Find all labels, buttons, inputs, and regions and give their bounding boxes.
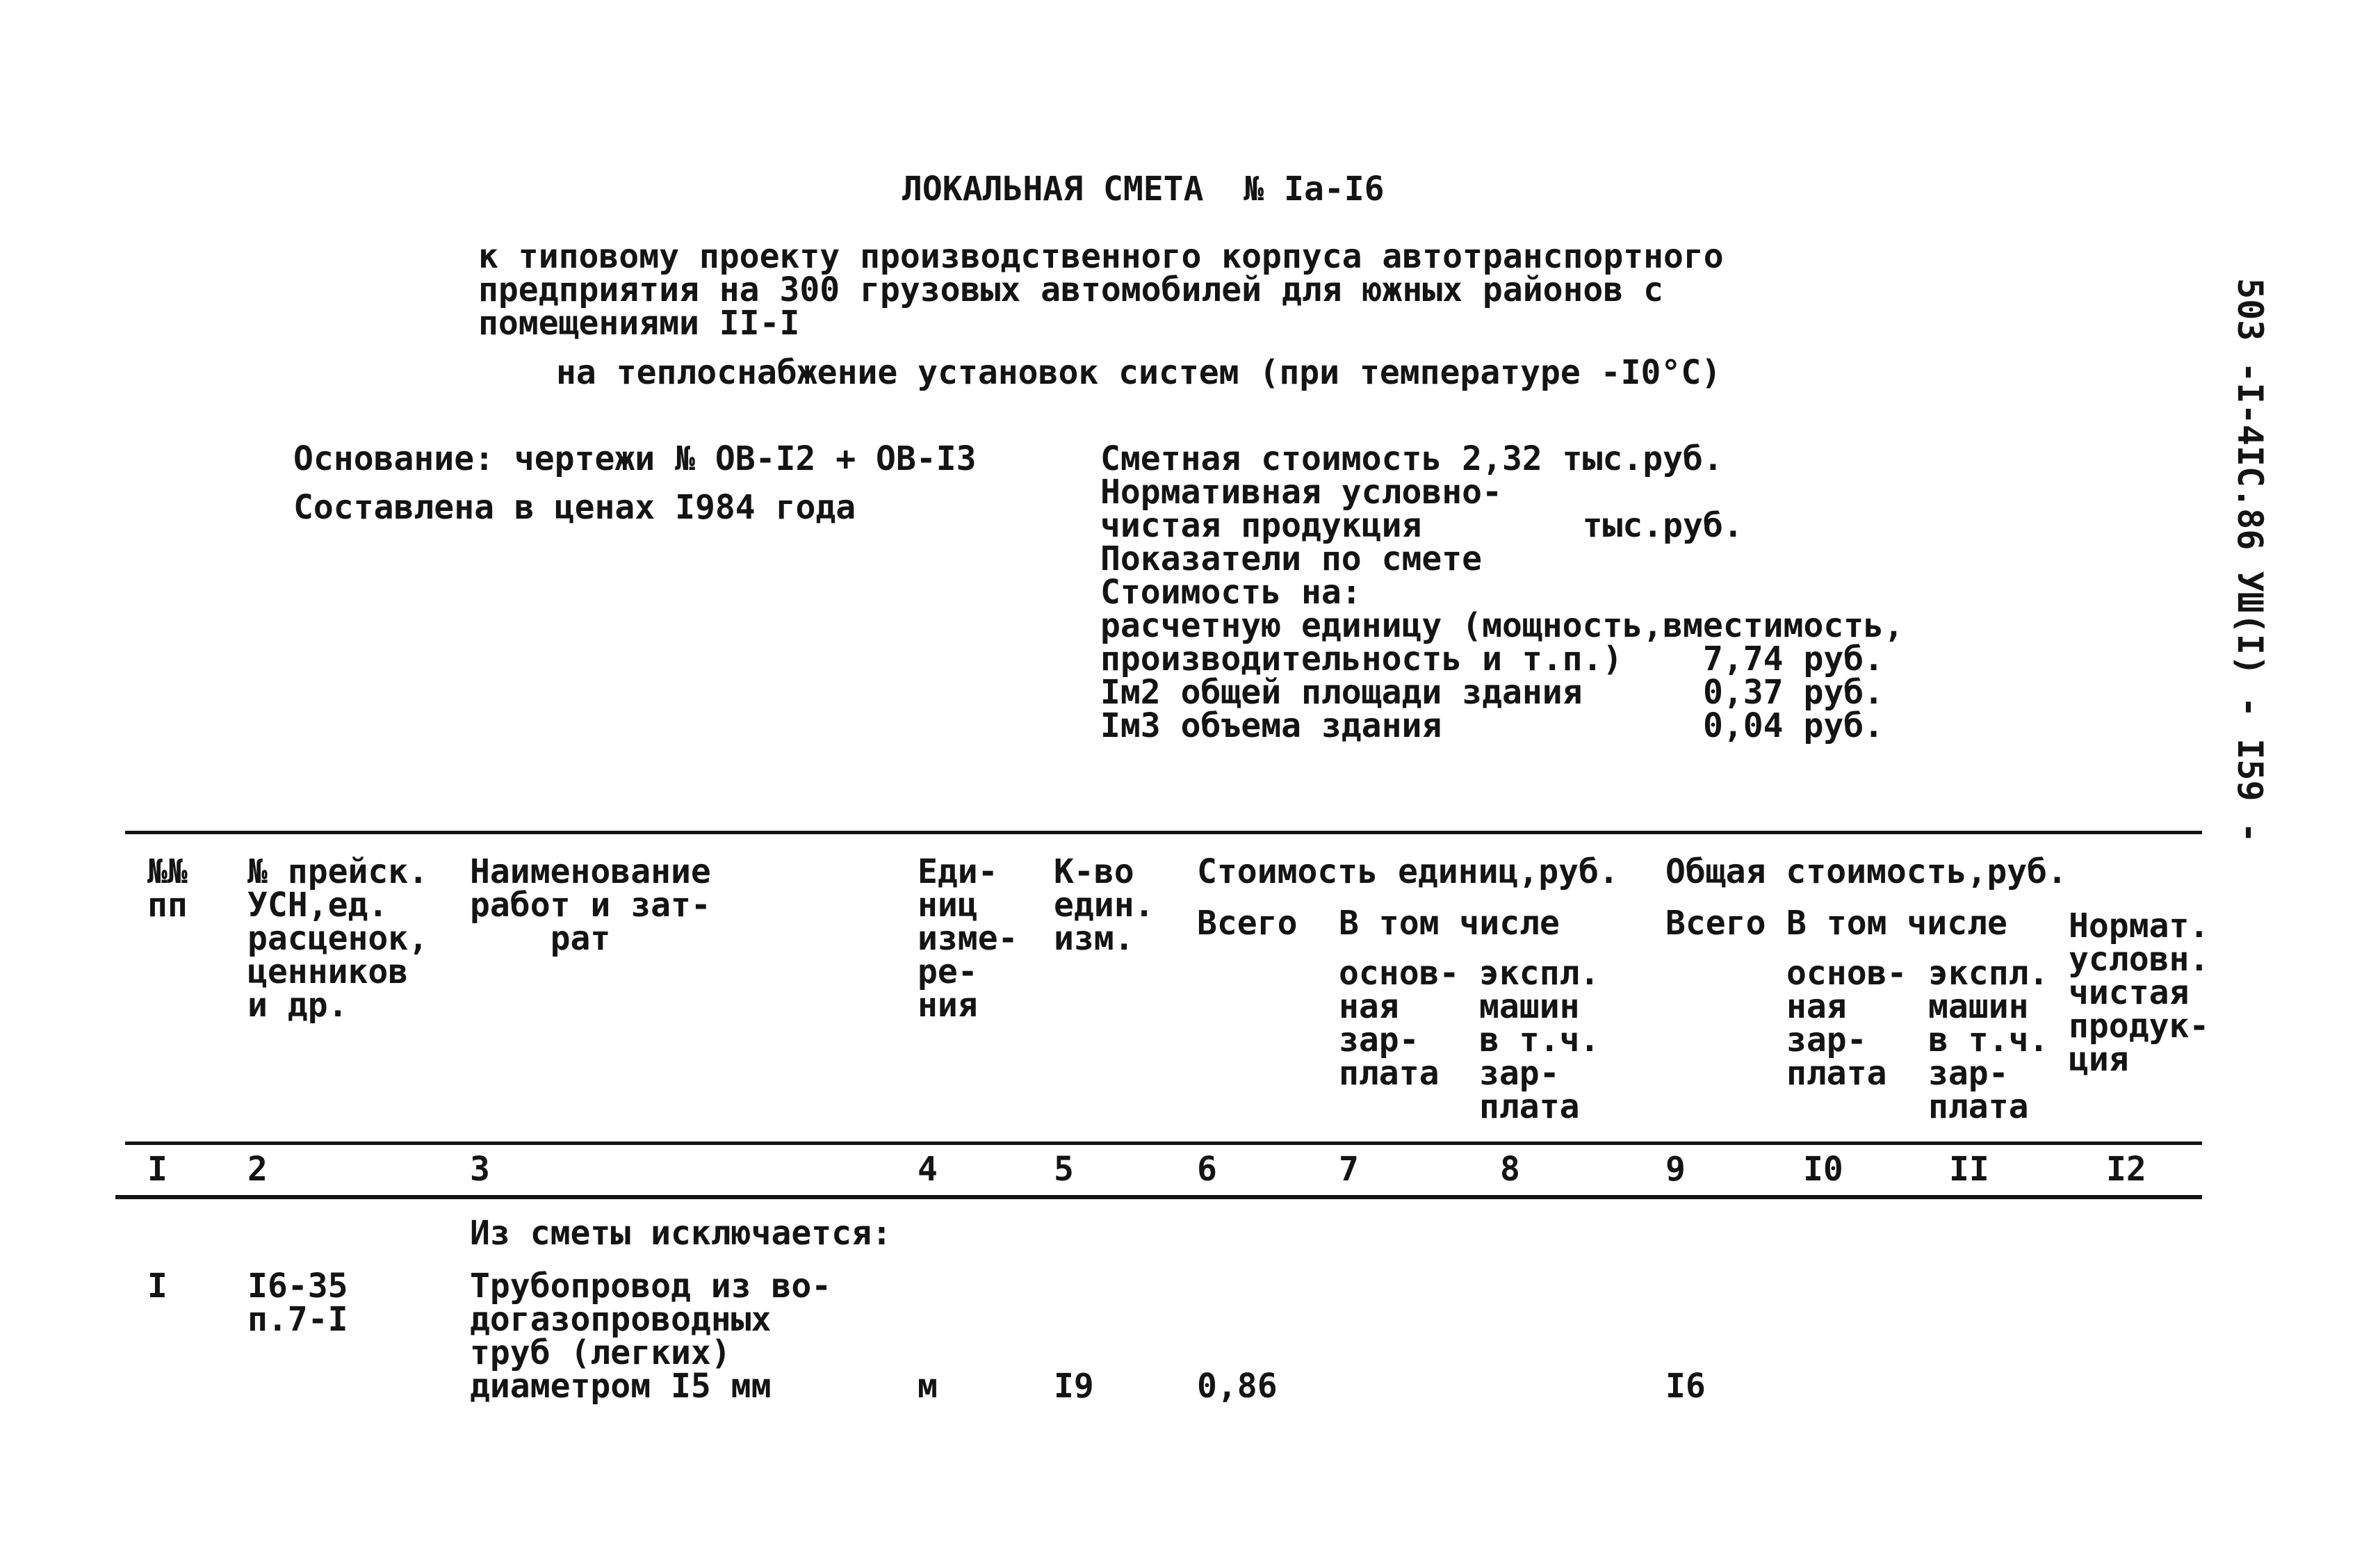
side-document-code: 503 -I-4IC.86 УШ(I) - I59 - — [2230, 278, 2270, 843]
header-bottom-rule — [125, 1141, 2202, 1145]
estimate-title: ЛОКАЛЬНАЯ СМЕТА № Iа-I6 — [902, 170, 1385, 209]
subtitle-line-3: помещениями II-I — [478, 304, 800, 343]
unit-cost-line-2: производительность и т.п.) 7,74 руб. — [1100, 640, 1884, 679]
row-work-name: Трубопровод из во- догазопроводных труб (легких) диаметром I5 мм — [470, 1267, 832, 1406]
header-col-number: №№ пп — [147, 852, 188, 925]
unit-cost-line-1: расчетную единицу (мощность,вместимость, — [1100, 606, 1904, 645]
header-col-price-code: № прейск. УСН,ед. расценок, ценников и др. — [247, 852, 429, 1025]
column-number: 7 — [1339, 1150, 1359, 1189]
row-total: I6 — [1665, 1367, 1706, 1406]
header-unit-incl-group: В том числе — [1339, 904, 1560, 943]
basis-prices-year: Составлена в ценах I984 года — [293, 488, 856, 527]
normative-line-1: Нормативная условно- — [1100, 473, 1502, 512]
header-col-unit-total: Всего — [1197, 904, 1298, 943]
row-unit: м — [918, 1367, 938, 1406]
column-number: 6 — [1197, 1150, 1217, 1189]
header-col-total: Всего — [1665, 904, 1766, 943]
m2-cost-line: Iм2 общей площади здания 0,37 руб. — [1100, 673, 1884, 712]
header-unit-cost-group: Стоимость единиц,руб. — [1197, 852, 1619, 891]
section-title: Из сметы исключается: — [470, 1214, 892, 1253]
subtitle-block — [478, 237, 1724, 343]
header-col-quantity: К-во един. изм. — [1054, 852, 1155, 958]
column-number: I2 — [2106, 1150, 2146, 1189]
cost-for-heading: Стоимость на: — [1100, 573, 1362, 612]
subtitle-line-1: к типовому проекту производственного корпуса автотранспортного — [478, 237, 1724, 276]
row-number: I — [147, 1267, 168, 1306]
numbers-bottom-rule — [115, 1195, 2202, 1199]
column-number: 2 — [247, 1150, 268, 1189]
column-number: I — [147, 1150, 168, 1189]
header-col-unit-wages: основ- ная зар- плата — [1339, 954, 1460, 1093]
column-number: 8 — [1500, 1150, 1520, 1189]
header-col-total-machines: экспл. машин в т.ч. зар- плата — [1928, 954, 2049, 1126]
row-quantity: I9 — [1054, 1367, 1094, 1406]
column-number: 9 — [1665, 1150, 1686, 1189]
header-col-unit-machines: экспл. машин в т.ч. зар- плата — [1479, 954, 1600, 1126]
column-number: II — [1949, 1150, 1989, 1189]
column-number: 4 — [918, 1150, 938, 1189]
column-number: 3 — [470, 1150, 490, 1189]
header-col-unit: Еди- ниц изме- ре- ния — [918, 852, 1018, 1025]
subtitle-line-2: предприятия на 300 грузовых автомобилей для южных районов с — [478, 270, 1664, 309]
header-total-incl-group: В том числе — [1786, 904, 2007, 943]
cost-info-block — [1100, 439, 1904, 745]
normative-line-2: чистая продукция тыс.руб. — [1100, 506, 1743, 545]
table-top-rule — [125, 831, 2202, 834]
column-number: I0 — [1803, 1150, 1843, 1189]
header-col-work-name: Наименование работ и зат- рат — [470, 852, 711, 958]
header-col-normative-product: Нормат. условн. чистая продук- ция — [2069, 907, 2210, 1079]
row-price-code: I6-35 п.7-I — [247, 1267, 348, 1339]
estimated-cost: Сметная стоимость 2,32 тыс.руб. — [1100, 439, 1723, 478]
indicators-heading: Показатели по смете — [1100, 539, 1483, 578]
header-total-cost-group: Общая стоимость,руб. — [1665, 852, 2067, 891]
m3-cost-line: Iм3 объема здания 0,04 руб. — [1100, 706, 1884, 745]
basis-drawings: Основание: чертежи № ОВ-I2 + ОВ-I3 — [293, 439, 977, 478]
row-unit-total: 0,86 — [1197, 1367, 1278, 1406]
header-col-total-wages: основ- ная зар- плата — [1786, 954, 1907, 1093]
column-number: 5 — [1054, 1150, 1074, 1189]
purpose-line: на теплоснабжение установок систем (при температуре -I0°С) — [556, 353, 1722, 392]
